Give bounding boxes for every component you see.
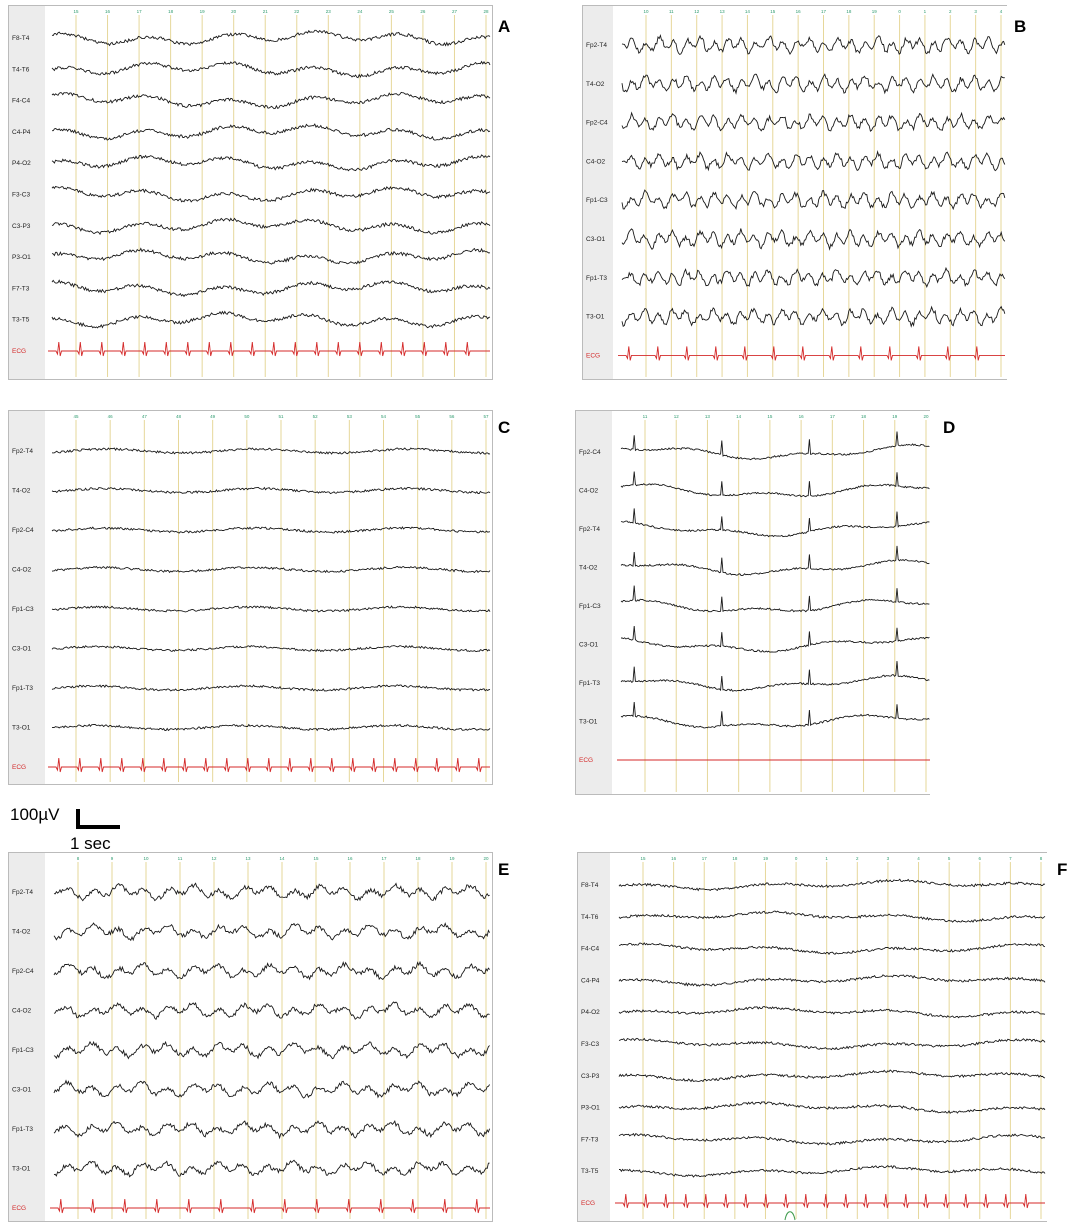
panel-a-time-tick: 20 xyxy=(231,9,237,14)
panel-c-channel-label: Fp1-C3 xyxy=(12,606,34,613)
panel-d-channel-label: T3-O1 xyxy=(579,718,598,726)
panel-a-time-tick: 28 xyxy=(483,9,489,14)
panel-f-frame xyxy=(578,853,1048,1222)
panel-b-channel-label: Fp2-C4 xyxy=(586,119,608,127)
panel-f-channel-sidebar xyxy=(578,853,610,1221)
panel-c-time-tick: 52 xyxy=(312,414,318,419)
panel-b-time-tick: 13 xyxy=(719,9,725,14)
panel-a-channel-label: P4-O2 xyxy=(12,160,31,168)
panel-c-channel-label: Fp2-C4 xyxy=(12,527,34,534)
panel-d-channel-label: C4-O2 xyxy=(579,487,599,495)
panel-a-time-tick: 16 xyxy=(105,9,111,14)
panel-b-channel-label: Fp1-C3 xyxy=(586,197,608,205)
panel-a-time-tick: 27 xyxy=(451,9,457,14)
eeg-panel-c xyxy=(8,410,511,785)
panel-e-time-tick: 12 xyxy=(211,856,217,861)
panel-a-time-tick: 24 xyxy=(357,9,363,14)
panel-c-channel-label: T4-O2 xyxy=(12,487,31,495)
panel-c-time-tick: 56 xyxy=(449,414,455,419)
panel-e-channel-label: Fp1-C3 xyxy=(12,1047,34,1054)
eeg-panel-b xyxy=(582,5,1027,380)
panel-b-channel-label: ECG xyxy=(586,352,601,360)
panel-f-channel-label: C4-P4 xyxy=(581,977,600,985)
scale-time-label: 1 sec xyxy=(70,834,111,853)
eeg-panel-b-svg xyxy=(582,5,1007,380)
panel-e-time-tick: 10 xyxy=(143,856,149,861)
panel-a-time-tick: 26 xyxy=(420,9,426,14)
panel-e-time-tick: 15 xyxy=(313,856,319,861)
panel-c-time-tick: 47 xyxy=(141,414,147,419)
panel-c-time-tick: 53 xyxy=(346,414,352,419)
panel-d-channel-label: Fp2-C4 xyxy=(579,449,601,456)
panel-e-time-tick: 9 xyxy=(110,856,114,861)
panel-f-channel-label: ECG xyxy=(581,1200,596,1207)
panel-b-channel-label: Fp2-T4 xyxy=(586,42,607,49)
panel-letter-b: B xyxy=(1014,17,1027,36)
panel-f-channel-label: T4-T6 xyxy=(581,913,599,921)
panel-d-channel-label: Fp1-C3 xyxy=(579,603,601,610)
panel-a-time-tick: 15 xyxy=(73,9,79,14)
panel-e-channel-label: Fp2-C4 xyxy=(12,968,34,975)
scale-bar xyxy=(10,805,150,855)
panel-a-channel-label: ECG xyxy=(12,348,27,355)
panel-c-channel-label: Fp1-T3 xyxy=(12,685,33,692)
panel-d-channel-label: Fp1-T3 xyxy=(579,680,600,687)
scale-amplitude-label: 100µV xyxy=(10,805,60,824)
panel-letter-f: F xyxy=(1057,860,1068,879)
panel-f-time-tick: 1 xyxy=(825,856,828,861)
panel-f-time-tick: 6 xyxy=(978,856,982,861)
panel-a-time-tick: 23 xyxy=(325,9,331,14)
panel-d-time-tick: 11 xyxy=(642,414,648,419)
panel-letter-c: C xyxy=(498,418,511,437)
panel-e-time-tick: 8 xyxy=(76,856,80,861)
panel-f-channel-label: P3-O1 xyxy=(581,1104,600,1112)
panel-d-channel-label: T4-O2 xyxy=(579,564,598,572)
panel-e-channel-label: C4-O2 xyxy=(12,1007,32,1015)
panel-b-channel-label: C4-O2 xyxy=(586,158,606,166)
panel-d-time-tick: 14 xyxy=(736,414,742,419)
panel-d-channel-label: Fp2-T4 xyxy=(579,526,600,533)
eeg-panel-a xyxy=(8,5,511,380)
eeg-panel-a-svg xyxy=(8,5,493,380)
panel-b-time-tick: 10 xyxy=(643,9,649,14)
panel-f-channel-label: F7-T3 xyxy=(581,1136,599,1144)
panel-a-channel-label: F4-C4 xyxy=(12,97,31,105)
eeg-panel-e xyxy=(8,852,510,1222)
panel-f-channel-label: F8-T4 xyxy=(581,882,599,889)
panel-f-time-tick: 4 xyxy=(917,856,920,861)
panel-b-channel-label: T4-O2 xyxy=(586,80,605,88)
panel-f-time-tick: 19 xyxy=(762,856,768,861)
panel-e-channel-label: Fp1-T3 xyxy=(12,1126,33,1133)
panel-d-time-tick: 15 xyxy=(767,414,773,419)
panel-c-time-tick: 51 xyxy=(278,414,284,419)
panel-f-time-tick: 18 xyxy=(732,856,738,861)
panel-f-channel-label: P4-O2 xyxy=(581,1009,600,1017)
panel-c-time-tick: 46 xyxy=(107,414,113,419)
panel-d-time-tick: 16 xyxy=(798,414,804,419)
panel-b-time-tick: 16 xyxy=(795,9,801,14)
panel-c-time-tick: 55 xyxy=(415,414,421,419)
panel-letter-e: E xyxy=(498,860,510,879)
panel-f-time-tick: 17 xyxy=(701,856,707,861)
eeg-panel-f-svg xyxy=(577,852,1047,1222)
eeg-panel-c-svg xyxy=(8,410,493,785)
panel-e-channel-label: C3-O1 xyxy=(12,1086,32,1094)
eeg-panel-f xyxy=(577,852,1068,1222)
panel-a-channel-label: P3-O1 xyxy=(12,254,31,262)
panel-c-channel-label: Fp2-T4 xyxy=(12,448,33,455)
panel-a-time-tick: 22 xyxy=(294,9,300,14)
panel-c-time-tick: 45 xyxy=(73,414,79,419)
panel-d-time-tick: 17 xyxy=(829,414,835,419)
panel-f-time-tick: 7 xyxy=(1009,856,1012,861)
eeg-panel-d xyxy=(575,410,956,795)
panel-c-time-tick: 49 xyxy=(210,414,216,419)
panel-a-channel-label: T4-T6 xyxy=(12,66,30,74)
panel-e-time-tick: 16 xyxy=(347,856,353,861)
panel-e-time-tick: 20 xyxy=(483,856,489,861)
panel-e-time-tick: 14 xyxy=(279,856,285,861)
panel-e-channel-label: ECG xyxy=(12,1205,27,1212)
eeg-panel-d-svg xyxy=(575,410,930,795)
panel-b-time-tick: 15 xyxy=(770,9,776,14)
panel-b-time-tick: 1 xyxy=(923,9,927,14)
panel-f-time-tick: 5 xyxy=(947,856,951,861)
panel-a-time-tick: 25 xyxy=(388,9,394,14)
panel-c-channel-label: T3-O1 xyxy=(12,724,31,732)
panel-d-time-tick: 13 xyxy=(704,414,710,419)
panel-b-time-tick: 0 xyxy=(898,9,901,14)
panel-f-time-tick: 0 xyxy=(794,856,798,861)
panel-e-time-tick: 11 xyxy=(177,856,183,861)
panel-d-channel-label: ECG xyxy=(579,757,594,764)
panel-c-time-tick: 48 xyxy=(175,414,182,419)
panel-b-channel-label: T3-O1 xyxy=(586,313,605,321)
panel-c-time-tick: 54 xyxy=(380,414,387,419)
panel-b-time-tick: 17 xyxy=(820,9,827,14)
panel-c-channel-label: ECG xyxy=(12,764,27,771)
panel-letter-d: D xyxy=(943,418,956,437)
panel-d-time-tick: 12 xyxy=(673,414,679,419)
panel-a-time-tick: 18 xyxy=(168,9,174,14)
panel-a-time-tick: 17 xyxy=(136,9,142,14)
panel-b-time-tick: 14 xyxy=(744,9,750,14)
panel-d-frame xyxy=(576,411,931,795)
panel-e-time-tick: 18 xyxy=(415,856,421,861)
panel-a-channel-label: T3-T5 xyxy=(12,316,30,324)
panel-b-channel-label: C3-O1 xyxy=(586,236,606,243)
panel-b-time-tick: 19 xyxy=(871,9,877,14)
panel-b-channel-sidebar xyxy=(583,6,613,379)
scale-horizontal-bar xyxy=(76,825,120,829)
panel-d-channel-label: C3-O1 xyxy=(579,641,599,649)
panel-a-channel-label: F8-T4 xyxy=(12,35,30,42)
panel-b-time-tick: 18 xyxy=(846,9,852,14)
panel-e-frame xyxy=(9,853,493,1222)
panel-e-time-tick: 17 xyxy=(381,856,387,861)
panel-c-time-tick: 50 xyxy=(244,414,250,419)
panel-b-time-tick: 12 xyxy=(694,9,700,14)
panel-a-time-tick: 21 xyxy=(262,9,268,14)
panel-f-time-tick: 2 xyxy=(856,856,859,861)
panel-a-channel-label: F3-C3 xyxy=(12,191,31,199)
panel-b-time-tick: 11 xyxy=(669,9,674,14)
panel-f-channel-label: F4-C4 xyxy=(581,945,600,953)
panel-f-time-tick: 8 xyxy=(1039,856,1043,861)
panel-f-channel-label: F3-C3 xyxy=(581,1041,600,1048)
panel-e-channel-label: T3-O1 xyxy=(12,1165,31,1173)
panel-a-time-tick: 19 xyxy=(199,9,205,14)
panel-a-channel-label: C3-P3 xyxy=(12,222,31,230)
panel-f-channel-label: T3-T5 xyxy=(581,1168,599,1176)
panel-b-time-tick: 3 xyxy=(974,9,977,14)
panel-a-channel-label: C4-P4 xyxy=(12,128,31,136)
panel-f-time-tick: 15 xyxy=(640,856,646,861)
panel-d-time-tick: 19 xyxy=(892,414,898,419)
panel-c-channel-label: C4-O2 xyxy=(12,566,32,574)
panel-d-time-tick: 20 xyxy=(923,414,929,419)
panel-f-time-tick: 3 xyxy=(886,856,890,861)
panel-f-channel-label: C3-P3 xyxy=(581,1072,600,1080)
panel-d-time-tick: 18 xyxy=(861,414,867,419)
eeg-panel-e-svg xyxy=(8,852,493,1222)
panel-b-channel-label: Fp1-T3 xyxy=(586,274,607,282)
panel-e-time-tick: 13 xyxy=(245,856,251,861)
panel-e-channel-label: T4-O2 xyxy=(12,928,31,936)
panel-c-time-tick: 57 xyxy=(483,414,489,419)
panel-b-time-tick: 4 xyxy=(999,9,1003,14)
panel-c-channel-label: C3-O1 xyxy=(12,645,32,653)
panel-e-channel-label: Fp2-T4 xyxy=(12,889,33,896)
panel-b-time-tick: 2 xyxy=(949,9,952,14)
panel-f-time-tick: 16 xyxy=(671,856,677,861)
panel-e-time-tick: 19 xyxy=(449,856,455,861)
panel-a-channel-label: F7-T3 xyxy=(12,285,30,293)
panel-c-frame xyxy=(9,411,493,785)
panel-letter-a: A xyxy=(498,17,511,36)
